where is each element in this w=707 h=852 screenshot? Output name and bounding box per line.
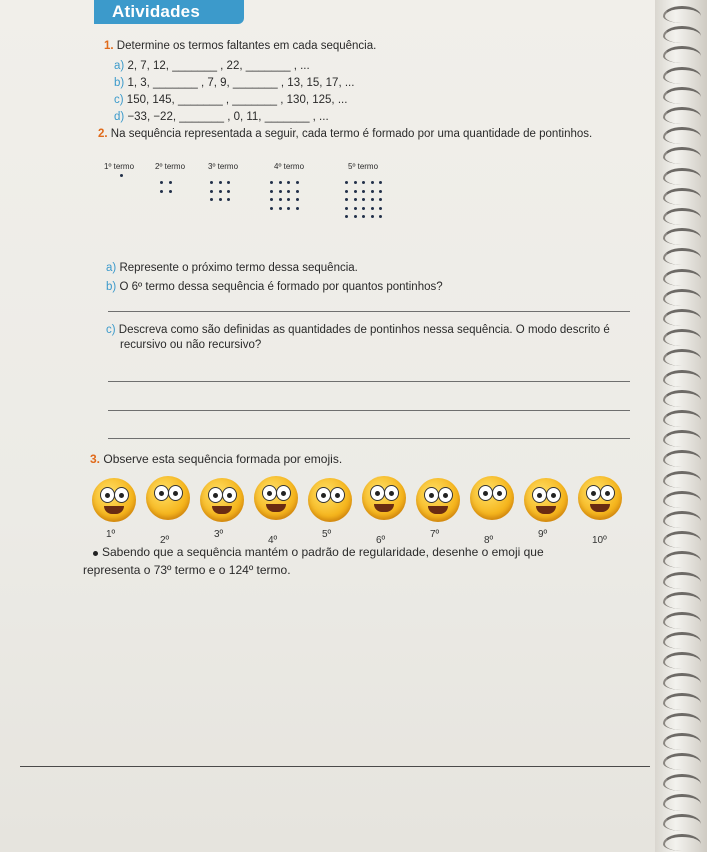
emoji-term-label: 6º bbox=[376, 535, 386, 546]
q1-item-d-letter: d) bbox=[114, 111, 125, 123]
binding-ring bbox=[663, 491, 701, 508]
emoji-face-icon bbox=[308, 478, 352, 522]
emoji-term-label: 5º bbox=[322, 529, 332, 540]
binding-ring bbox=[663, 309, 701, 326]
binding-ring bbox=[663, 188, 701, 205]
question-3-number: 3. bbox=[90, 452, 101, 466]
binding-ring bbox=[663, 430, 701, 447]
binding-ring bbox=[663, 652, 701, 669]
binding-ring bbox=[663, 794, 701, 811]
emoji-face-icon bbox=[362, 476, 406, 520]
binding-ring bbox=[663, 471, 701, 488]
emoji-mouth bbox=[266, 504, 286, 512]
binding-ring bbox=[663, 349, 701, 366]
emoji-face-icon bbox=[92, 478, 136, 522]
dot bbox=[354, 190, 357, 193]
emoji-eye bbox=[222, 487, 237, 503]
emoji-eye bbox=[276, 485, 291, 501]
emoji-eye bbox=[316, 487, 331, 503]
emoji-eye bbox=[546, 487, 561, 503]
q1-item-c-text: 150, 145, _______ , _______ , 130, 125, ... bbox=[126, 94, 348, 106]
emoji-mouth bbox=[590, 504, 610, 512]
q2-item-c-letter: c) bbox=[106, 324, 116, 336]
term-label-1: 1º termo bbox=[104, 162, 135, 171]
q3-instruction-line2: representa o 73º termo e o 124º termo. bbox=[83, 563, 291, 577]
emoji-face-icon bbox=[578, 476, 622, 520]
emoji-face-icon bbox=[524, 478, 568, 522]
binding-ring bbox=[663, 329, 701, 346]
binding-ring bbox=[663, 693, 701, 710]
binding-ring bbox=[663, 269, 701, 286]
binding-ring bbox=[663, 390, 701, 407]
binding-ring bbox=[663, 168, 701, 185]
q1-item-c bbox=[114, 94, 347, 106]
emoji-mouth bbox=[536, 506, 556, 514]
question-1-number: 1. bbox=[104, 40, 114, 52]
emoji-eye bbox=[154, 485, 169, 501]
emoji-mouth bbox=[428, 506, 448, 514]
dot bbox=[354, 207, 357, 210]
binding-ring bbox=[663, 370, 701, 387]
answer-line bbox=[108, 311, 630, 312]
q1-item-c-letter: c) bbox=[114, 94, 124, 106]
emoji-eye bbox=[114, 487, 129, 503]
emoji-eye bbox=[424, 487, 439, 503]
emoji-eye bbox=[492, 485, 507, 501]
binding-ring bbox=[663, 67, 701, 84]
binding-ring bbox=[663, 208, 701, 225]
emoji-eye bbox=[586, 485, 601, 501]
dot bbox=[296, 207, 299, 210]
binding-ring bbox=[663, 531, 701, 548]
emoji-face-icon bbox=[200, 478, 244, 522]
binding-ring bbox=[663, 107, 701, 124]
binding-ring bbox=[663, 632, 701, 649]
question-1-text: Determine os termos faltantes em cada sequência. bbox=[116, 40, 377, 52]
emoji-mouth bbox=[212, 506, 232, 514]
binding-ring bbox=[663, 592, 701, 609]
emoji-eye bbox=[168, 485, 183, 501]
binding-ring bbox=[663, 733, 701, 750]
q1-item-a-letter: a) bbox=[114, 60, 125, 72]
binding-ring bbox=[663, 753, 701, 770]
emoji-term-label: 4º bbox=[268, 535, 278, 546]
emoji-eye bbox=[532, 487, 547, 503]
emoji-eye bbox=[208, 487, 223, 503]
binding-ring bbox=[663, 87, 701, 104]
binding-ring bbox=[663, 774, 701, 791]
q2-item-c bbox=[106, 324, 610, 336]
binding-ring bbox=[663, 511, 701, 528]
dot bbox=[279, 190, 282, 193]
emoji-face-icon bbox=[416, 478, 460, 522]
emoji-eye bbox=[330, 487, 345, 503]
term-label-3: 3º termo bbox=[208, 162, 239, 171]
question-2 bbox=[98, 128, 592, 140]
binding-ring bbox=[663, 228, 701, 245]
emoji-eye bbox=[262, 485, 277, 501]
q1-item-a bbox=[114, 60, 310, 72]
q2-item-c-text-line2: recursivo ou não recursivo? bbox=[120, 339, 262, 351]
drawing-area-line bbox=[20, 766, 650, 767]
binding-ring bbox=[663, 814, 701, 831]
spiral-binding bbox=[655, 0, 707, 852]
q2-item-b bbox=[106, 281, 443, 293]
binding-ring bbox=[663, 289, 701, 306]
q2-item-a-letter: a) bbox=[106, 262, 117, 274]
emoji-eye bbox=[438, 487, 453, 503]
q2-item-b-text: O 6º termo dessa sequência é formado por quantos pontinhos? bbox=[119, 281, 443, 293]
q2-item-b-letter: b) bbox=[106, 281, 117, 293]
section-title: Atividades bbox=[112, 2, 200, 21]
binding-ring bbox=[663, 551, 701, 568]
q2-item-a bbox=[106, 262, 358, 274]
question-1 bbox=[104, 40, 376, 52]
binding-ring bbox=[663, 6, 701, 23]
term-label-5: 5º termo bbox=[348, 162, 379, 171]
dot bbox=[279, 207, 282, 210]
q1-item-a-text: 2, 7, 12, _______ , 22, _______ , ... bbox=[127, 60, 310, 72]
q1-item-b-text: 1, 3, _______ , 7, 9, _______ , 13, 15, 17, ... bbox=[127, 77, 355, 89]
q2-item-a-text: Represente o próximo termo dessa sequência. bbox=[119, 262, 358, 274]
dot bbox=[219, 190, 222, 193]
emoji-term-label: 3º bbox=[214, 529, 224, 540]
term-label-4: 4º termo bbox=[274, 162, 305, 171]
answer-line bbox=[108, 438, 630, 439]
emoji-face-icon bbox=[146, 476, 190, 520]
answer-line bbox=[108, 381, 630, 382]
dot bbox=[371, 207, 374, 210]
binding-ring bbox=[663, 572, 701, 589]
emoji-term-label: 1º bbox=[106, 529, 116, 540]
bullet-icon bbox=[93, 551, 98, 556]
q2-item-c-text: Descreva como são definidas as quantidades de pontinhos nessa sequência. O modo descrito é bbox=[118, 324, 610, 336]
binding-ring bbox=[663, 147, 701, 164]
emoji-term-label: 2º bbox=[160, 535, 170, 546]
binding-ring bbox=[663, 127, 701, 144]
emoji-face-icon bbox=[470, 476, 514, 520]
question-3 bbox=[90, 452, 342, 466]
binding-ring bbox=[663, 248, 701, 265]
binding-ring bbox=[663, 450, 701, 467]
emoji-term-label: 8º bbox=[484, 535, 494, 546]
answer-line bbox=[108, 410, 630, 411]
q1-item-b bbox=[114, 77, 354, 89]
binding-ring bbox=[663, 26, 701, 43]
binding-ring bbox=[663, 612, 701, 629]
emoji-eye bbox=[600, 485, 615, 501]
q1-item-d-text: −33, −22, _______ , 0, 11, _______ , ... bbox=[127, 111, 329, 123]
emoji-mouth bbox=[374, 504, 394, 512]
emoji-eye bbox=[478, 485, 493, 501]
q3-instruction: Sabendo que a sequência mantém o padrão de regularidade, desenhe o emoji que bbox=[102, 545, 544, 559]
emoji-term-label: 7º bbox=[430, 529, 440, 540]
q1-item-b-letter: b) bbox=[114, 77, 125, 89]
term-label-2: 2º termo bbox=[155, 162, 186, 171]
question-2-number: 2. bbox=[98, 128, 108, 140]
binding-ring bbox=[663, 46, 701, 63]
question-3-text: Observe esta sequência formada por emojis. bbox=[103, 452, 343, 466]
emoji-eye bbox=[384, 485, 399, 501]
emoji-face-icon bbox=[254, 476, 298, 520]
binding-ring bbox=[663, 834, 701, 851]
emoji-mouth bbox=[104, 506, 124, 514]
question-2-text: Na sequência representada a seguir, cada termo é formado por uma quantidade de pontinhos. bbox=[110, 128, 593, 140]
binding-ring bbox=[663, 410, 701, 427]
binding-ring bbox=[663, 713, 701, 730]
dot bbox=[169, 190, 172, 193]
dot bbox=[371, 190, 374, 193]
binding-ring bbox=[663, 673, 701, 690]
q1-item-d bbox=[114, 111, 329, 123]
emoji-term-label: 9º bbox=[538, 529, 548, 540]
dot bbox=[296, 190, 299, 193]
emoji-term-label: 10º bbox=[592, 535, 607, 546]
emoji-eye bbox=[100, 487, 115, 503]
emoji-eye bbox=[370, 485, 385, 501]
